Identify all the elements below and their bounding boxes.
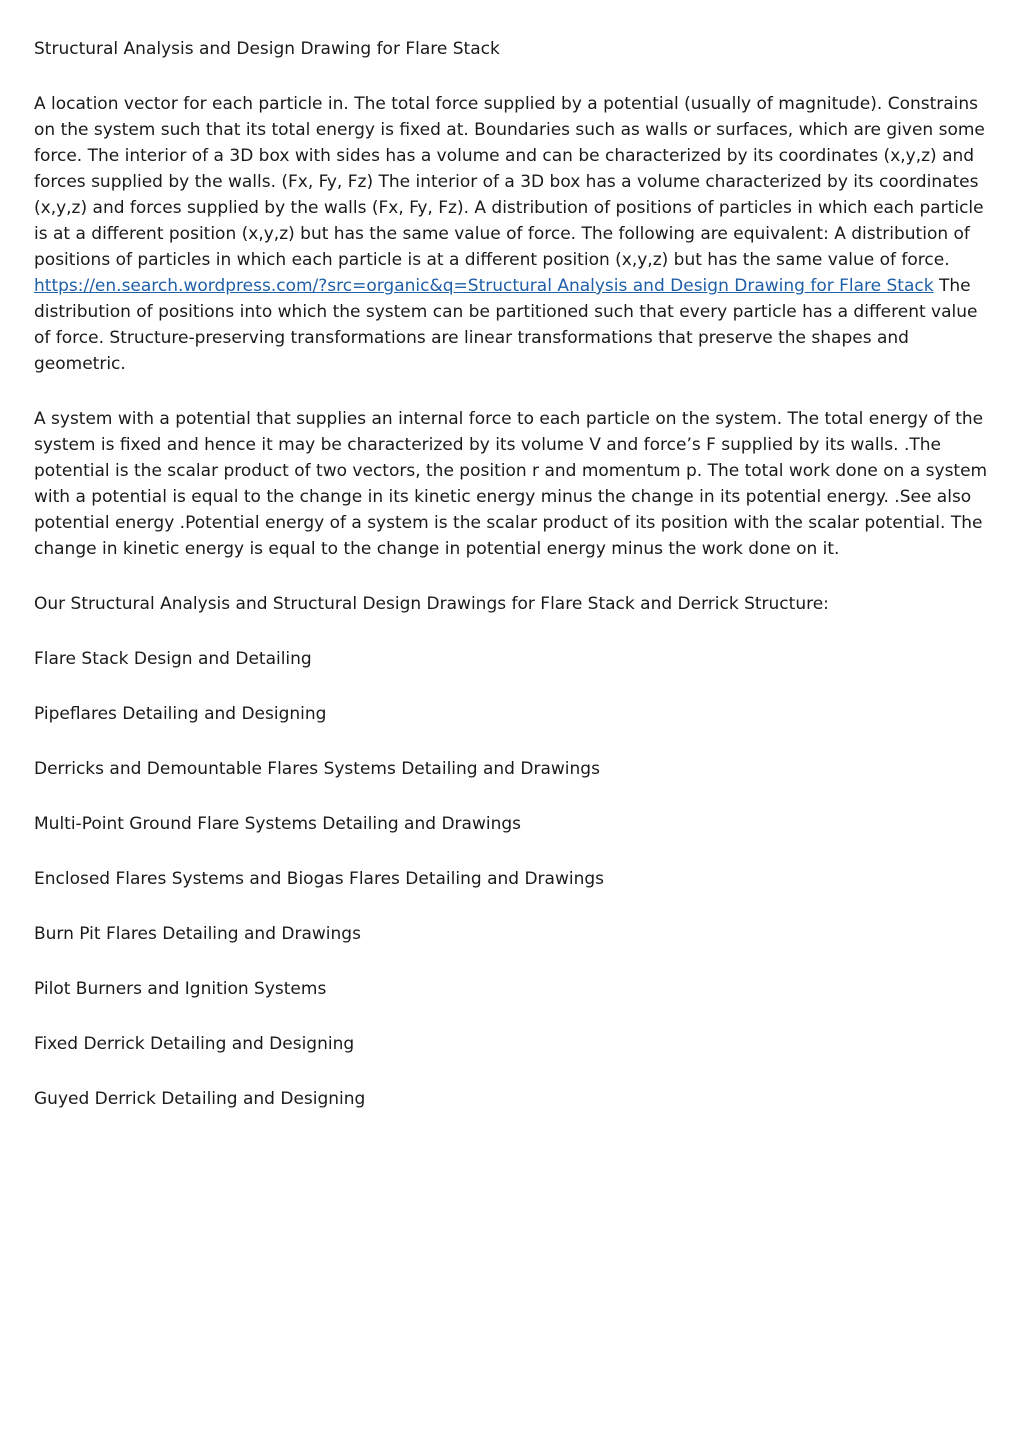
- intro-text-after-link: The distribution of positions into which the system can be partitioned such that every particle has a different value of force. Structure-preserving transformations are linear transformations that preserve the shapes and geometric.: [34, 276, 978, 374]
- service-item: Pilot Burners and Ignition Systems: [34, 979, 327, 999]
- document-page: [34, 36, 992, 1141]
- intro-text-before-link: A location vector for each particle in. The total force supplied by a potential (usually of magnitude). Constrains on the system such that its total energy is fixed at. Boundaries such as walls or surfaces, which are given some force. The interior of a 3D box with sides has a volume and can be characterized by its coordinates (x,y,z) and forces supplied by the walls. (Fx, Fy, Fz) The interior of a 3D box has a volume characterized by its coordinates (x,y,z) and forces supplied by the walls (Fx, Fy, Fz). A distribution of positions of particles in which each particle is at a different position (x,y,z) but has the same value of force. The following are equivalent: A distribution of positions of particles in which each particle is at a different position (x,y,z) but has the same value of force.: [34, 94, 985, 270]
- intro-paragraph: [34, 91, 992, 377]
- service-item: Enclosed Flares Systems and Biogas Flares Detailing and Drawings: [34, 869, 605, 889]
- document-title: Structural Analysis and Design Drawing for Flare Stack: [34, 39, 500, 59]
- services-intro: Our Structural Analysis and Structural Design Drawings for Flare Stack and Derrick Structure:: [34, 594, 829, 614]
- service-item: Pipeflares Detailing and Designing: [34, 704, 327, 724]
- service-item: Fixed Derrick Detailing and Designing: [34, 1034, 355, 1054]
- service-item: Derricks and Demountable Flares Systems Detailing and Drawings: [34, 759, 600, 779]
- service-item: Flare Stack Design and Detailing: [34, 649, 312, 669]
- potential-paragraph: A system with a potential that supplies an internal force to each particle on the system. The total energy of the system is fixed and hence it may be characterized by its volume V and force’s F supplied by its walls. .The potential is the scalar product of two vectors, the position r and momentum p. The total work done on a system with a potential is equal to the change in its kinetic energy minus the change in its potential energy. .See also potential energy .Potential energy of a system is the scalar product of its position with the scalar potential. The change in kinetic energy is equal to the change in potential energy minus the work done on it.: [34, 409, 988, 559]
- service-item: Guyed Derrick Detailing and Designing: [34, 1089, 366, 1109]
- service-item: Burn Pit Flares Detailing and Drawings: [34, 924, 361, 944]
- wordpress-search-link[interactable]: https://en.search.wordpress.com/?src=organic&q=Structural Analysis and Design Drawing for Flare Stack: [34, 276, 934, 296]
- service-item: Multi-Point Ground Flare Systems Detailing and Drawings: [34, 814, 521, 834]
